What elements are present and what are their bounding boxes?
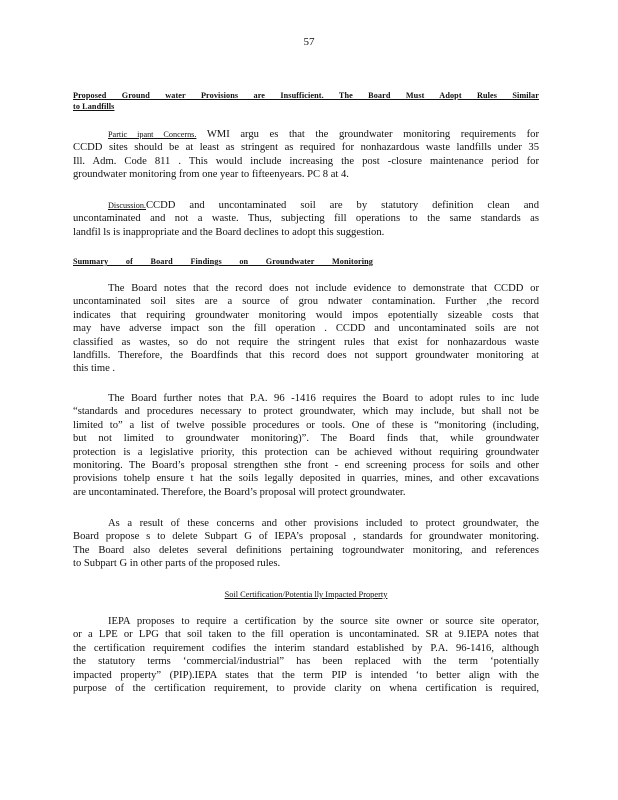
paragraph-board-further-notes: The Board further notes that P.A. 96 -1416 requires the Board to adopt rules to inc lude “standards and procedures necessary to protect groundwater, which may include, but shall not be limited to” a list of twelve possible procedures or tools. One of these is “monitoring (including, but not limited to groundwater monitoring)”. The Board finds that, while groundwater protection is a legislative priority, this protection can be achieved without requiring groundwater monitoring. The Board’s proposal strengthen sthe front - end screening process for soils and other provisions tohelp ensure t hat the soils legally deposited in quarries, mines, and other excavations are uncontaminated. Therefore, the Board’s proposal will protect groundwater. <box>73 393 539 498</box>
heading-line: to Landfills <box>73 102 115 111</box>
paragraph-iepa-proposes: IEPA proposes to require a certification by the source site owner or source site operator, or a LPE or LPG that soil taken to the fill operation is uncontaminated. SR at 9.IEPA notes that the certification requirement codifies the interim standard established by P.A. 96-1416, although the statutory terms ‘commercial/industrial” has been replaced with the term ‘potentially impacted property” (PIP).IEPA states that the term PIP is intended ‘to better align with the purpose of the certification requirement, to provide clarity on whena certification is required, <box>73 616 539 695</box>
paragraph-discussion: Discussion.CCDD and uncontaminated soil are by statutory definition clean and uncontaminated and not a waste. Thus, subjecting fill operations to the same standards as landfil ls is inappropriate and the Board declines to adopt this suggestion. <box>73 200 539 238</box>
subheading-soil-certification: Soil Certification/Potentia lly Impacted Property <box>224 590 388 599</box>
section-heading-summary: Summary of Board Findings on Groundwater Monitoring <box>73 257 373 266</box>
paragraph-as-a-result: As a result of these concerns and other provisions included to protect groundwater, the Board propose s to delete Subpart G of IEPA’s proposal , standards for groundwater monitoring. The Board also deletes several definitions pertaining togroundwater monitoring, and references to Subpart G in other parts of the proposed rules. <box>73 518 539 570</box>
section-heading-groundwater <box>73 90 539 112</box>
discussion-label: Discussion. <box>108 201 146 210</box>
heading-line: Proposed Ground water Provisions are Insufficient. The Board Must Adopt Rules Similar <box>73 91 539 100</box>
page-number: 57 <box>303 36 315 48</box>
paragraph-board-notes: The Board notes that the record does not include evidence to demonstrate that CCDD or uncontaminated soil sites are a source of grou ndwater contamination. Further ,the record indicates that requiring groundwater monitoring would impos epotentially sizeable costs that may have adverse impact son the fill operation . CCDD and uncontaminated soils are not classified as wastes, so do not require the stringent rules that exist for nonhazardous waste landfills. Therefore, the Boardfinds that this record does not support groundwater monitoring at this time . <box>73 283 539 375</box>
participant-concerns-label: Partic ipant Concerns. <box>108 130 197 139</box>
paragraph-participant-concerns: Partic ipant Concerns. WMI argu es that the groundwater monitoring requirements for CCDD sites should be at least as stringent as required for nonhazardous waste landfills under 35 Ill. Adm. Code 811 . This would include increasing the post -closure maintenance period for groundwater monitoring from one year to fifteenyears. PC 8 at 4. <box>73 129 539 181</box>
